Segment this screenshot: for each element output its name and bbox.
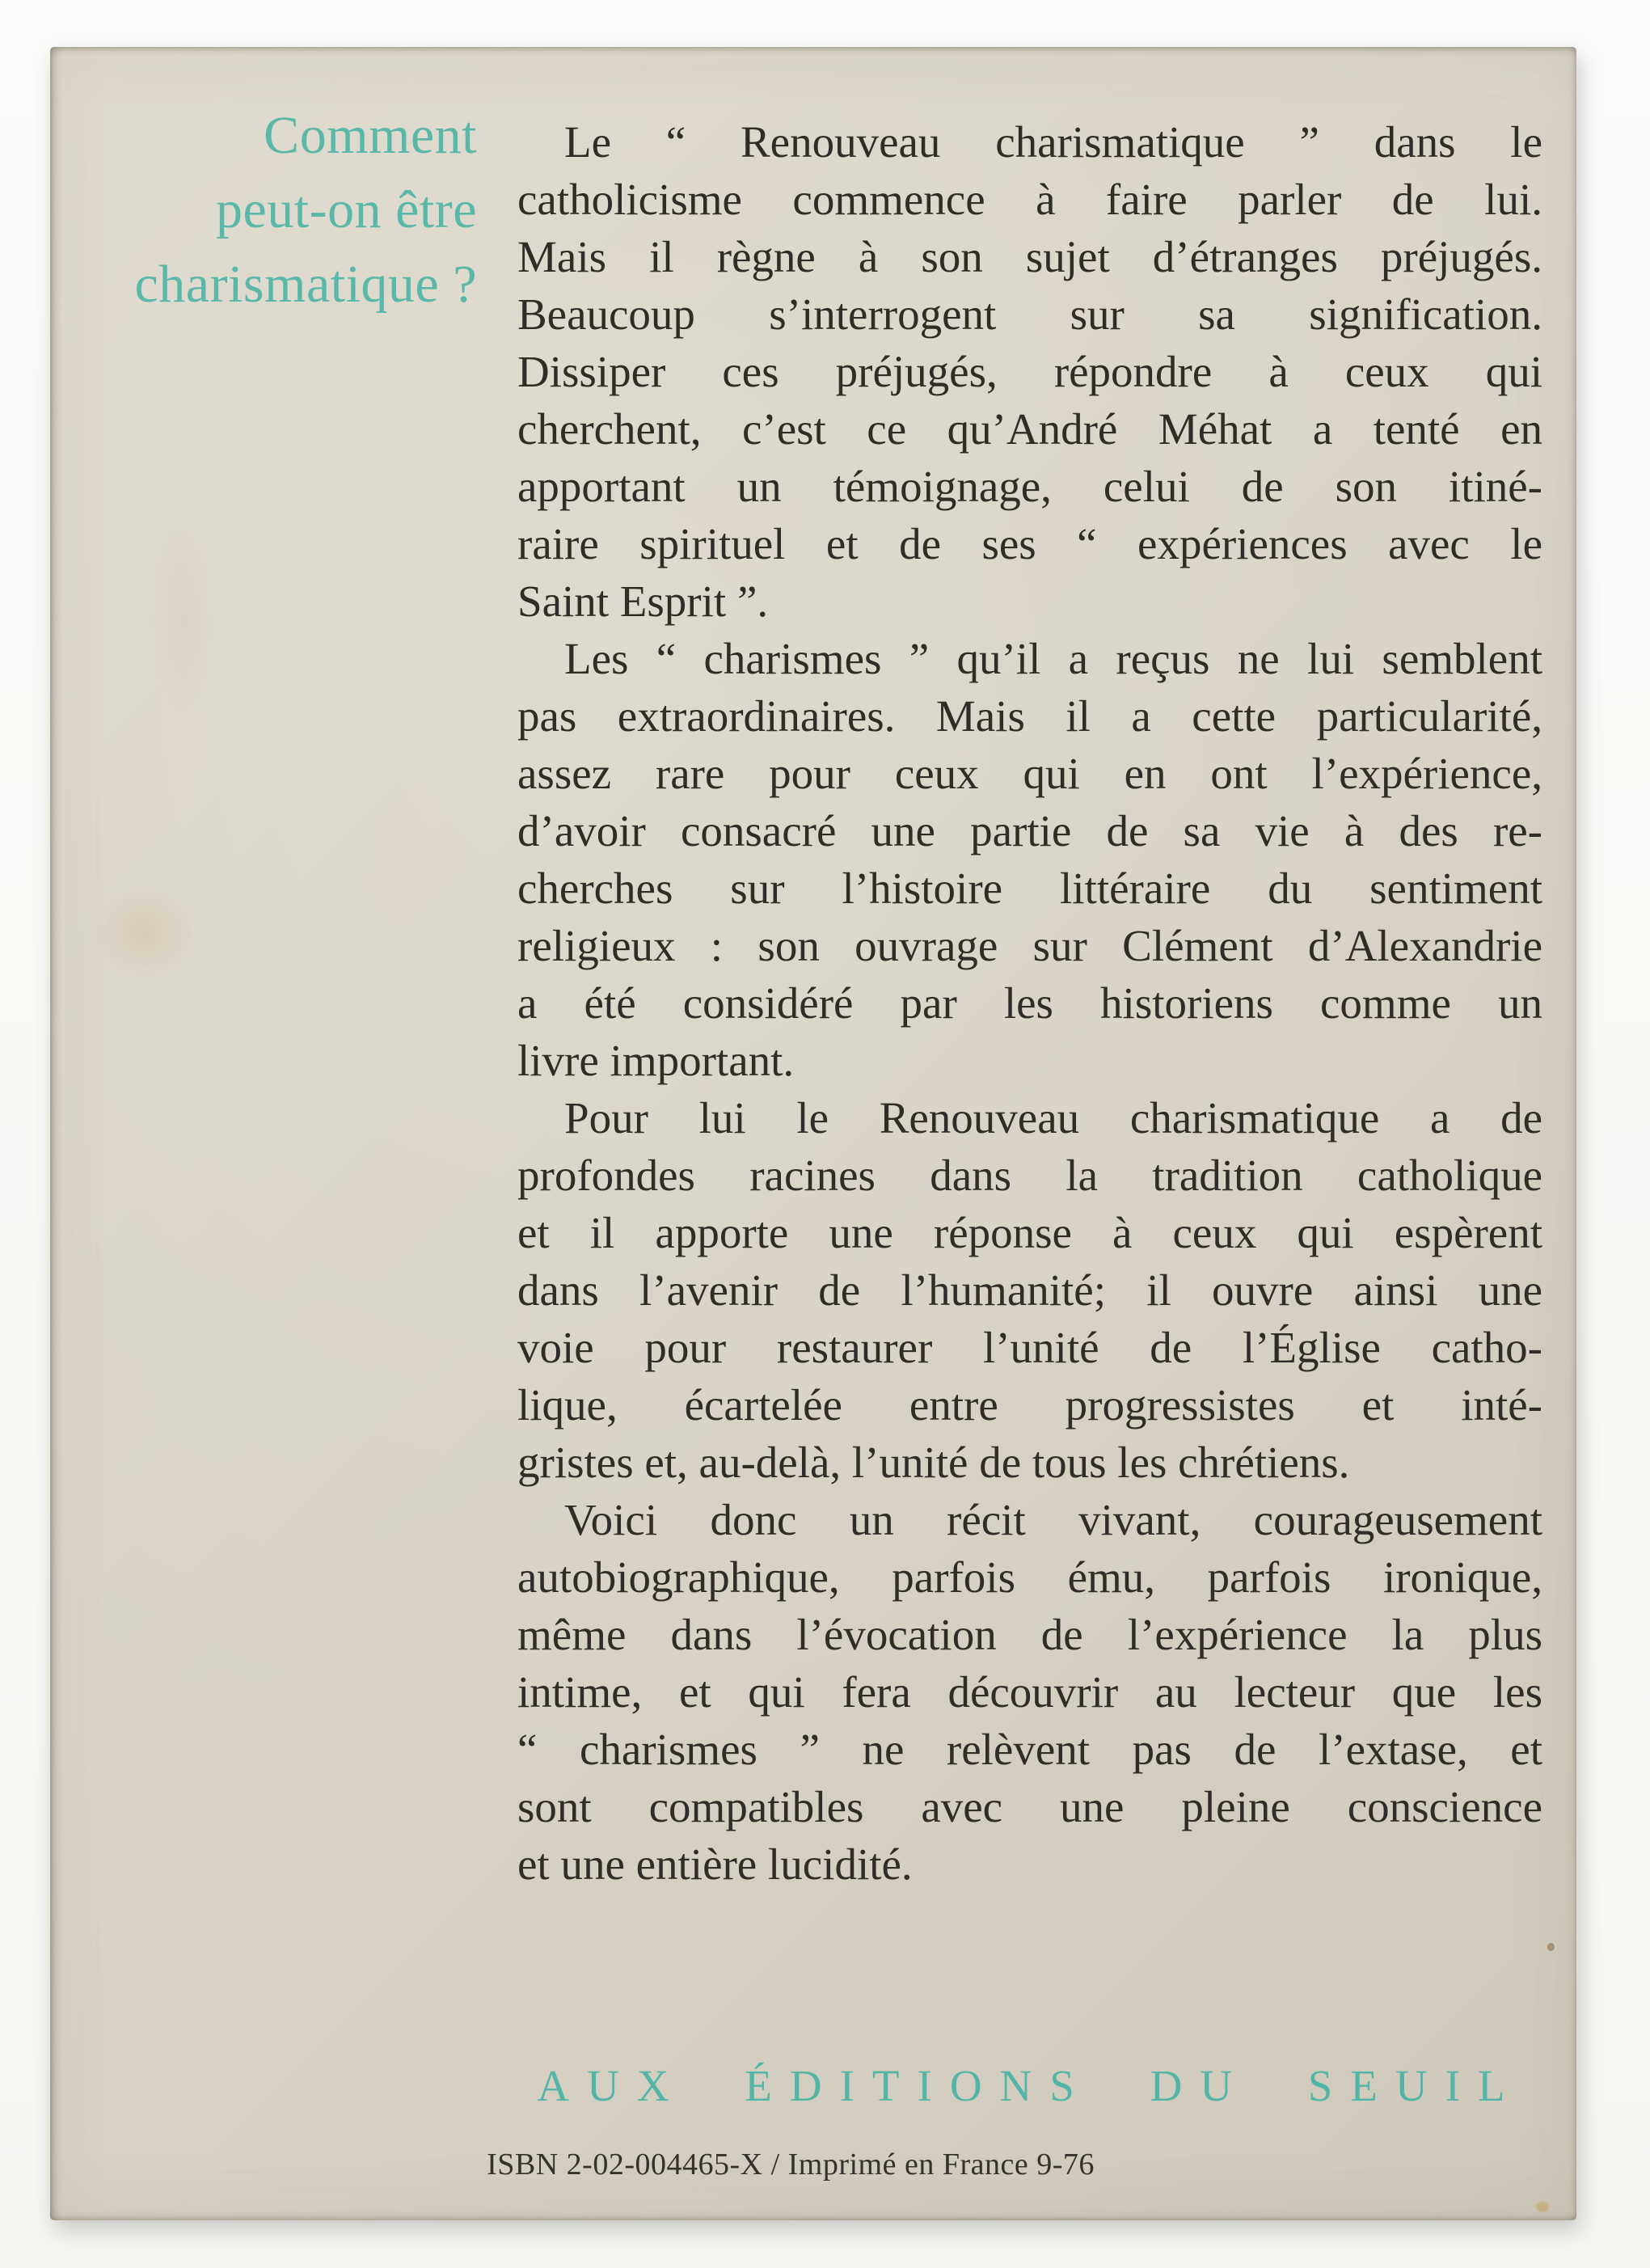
isbn-imprint-line: ISBN 2-02-004465-X / Imprimé en France 9-76 (487, 2148, 1095, 2181)
text-line: pas extraordinaires. Mais il a cette particularité, (517, 691, 1542, 741)
text-line: voie pour restaurer l’unité de l’Église catho- (517, 1323, 1542, 1372)
text-line: Dissiper ces préjugés, répondre à ceux qui (517, 347, 1542, 396)
blurb-paragraph-3 (517, 1089, 1542, 1491)
paper-speck (1536, 2202, 1549, 2212)
text-line: intime, et qui fera découvrir au lecteur que les (517, 1667, 1542, 1717)
text-line: dans l’avenir de l’humanité; il ouvre ainsi une (517, 1265, 1542, 1315)
text-line: d’avoir consacré une partie de sa vie à des re- (517, 806, 1542, 855)
book-back-cover (50, 47, 1576, 2220)
text-line: Saint Esprit ”. (517, 577, 769, 626)
text-line: profondes racines dans la tradition catholique (517, 1151, 1542, 1200)
text-line: apportant un témoignage, celui de son itiné- (517, 462, 1542, 511)
text-line: catholicisme commence à faire parler de lui. (517, 175, 1542, 224)
text-line: a été considéré par les historiens comme un (517, 978, 1542, 1028)
text-line: Les “ charismes ” qu’il a reçus ne lui semblent (564, 634, 1542, 683)
blurb-paragraph-4 (517, 1491, 1542, 1893)
publisher-line: AUX ÉDITIONS DU SEUIL (537, 2061, 1523, 2110)
text-line: Voici donc un récit vivant, courageusement (564, 1495, 1542, 1544)
text-line: sont compatibles avec une pleine conscience (517, 1782, 1542, 1831)
cover-title (73, 99, 477, 322)
cover-blurb (517, 113, 1542, 1893)
text-line: raire spirituel et de ses “ expériences avec le (517, 519, 1542, 568)
text-line: “ charismes ” ne relèvent pas de l’extase, et (517, 1725, 1542, 1774)
text-line: Comment (264, 106, 477, 165)
text-line: et il apporte une réponse à ceux qui espèrent (517, 1208, 1542, 1257)
text-line: Le “ Renouveau charismatique ” dans le (564, 117, 1542, 167)
text-line: Mais il règne à son sujet d’étranges préjugés. (517, 232, 1542, 281)
text-line: lique, écartelée entre progressistes et inté- (517, 1380, 1542, 1430)
text-line: Beaucoup s’interrogent sur sa signification. (517, 289, 1542, 339)
text-line: peut-on être (215, 180, 477, 239)
text-line: cherchent, c’est ce qu’André Méhat a tenté en (517, 404, 1542, 454)
text-line: autobiographique, parfois ému, parfois ironique, (517, 1552, 1542, 1602)
text-line: livre important. (517, 1036, 795, 1085)
text-line: assez rare pour ceux qui en ont l’expérience, (517, 749, 1542, 798)
blurb-paragraph-1 (517, 113, 1542, 630)
text-line: gristes et, au-delà, l’unité de tous les chrétiens. (517, 1438, 1350, 1487)
text-line: charismatique ? (134, 255, 477, 314)
text-line: cherches sur l’histoire littéraire du sentiment (517, 864, 1542, 913)
paper-stain (74, 872, 212, 993)
text-line: religieux : son ouvrage sur Clément d’Alexandrie (517, 921, 1542, 970)
text-line: même dans l’évocation de l’expérience la plus (517, 1610, 1542, 1659)
paper-speck (1547, 1943, 1555, 1951)
blurb-paragraph-2 (517, 630, 1542, 1089)
text-line: Pour lui le Renouveau charismatique a de (564, 1093, 1542, 1142)
paper-stain (147, 500, 220, 742)
text-line: et une entière lucidité. (517, 1839, 913, 1889)
